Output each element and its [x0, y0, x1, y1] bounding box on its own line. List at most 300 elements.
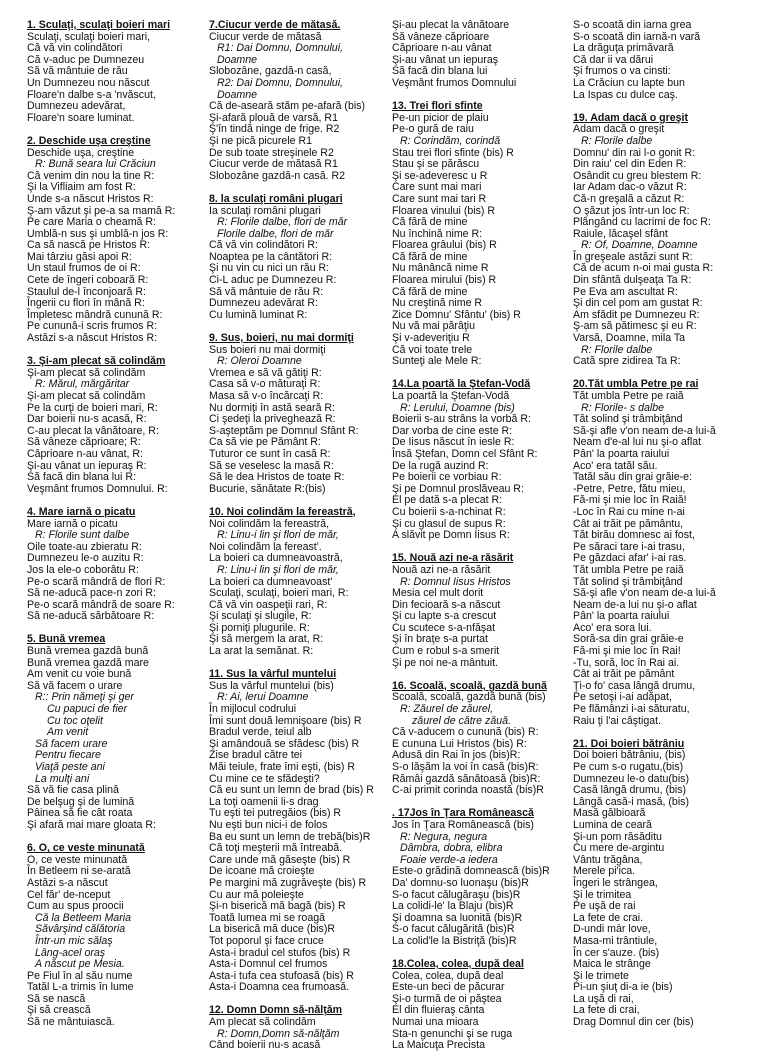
- verse-line: Căprioare n-au vânat, R:: [27, 447, 144, 460]
- carol-title: 21. Doi boieri bătrâniu: [573, 737, 685, 750]
- verse-line: Nu eşti bun nici-i de folos: [209, 818, 328, 831]
- verse-line: Că venim din nou la tine R:: [27, 169, 155, 182]
- verse-line: Că fără de mine: [392, 250, 468, 263]
- verse-line: Asta-i bradul cel stufos (bis) R: [209, 946, 351, 959]
- verse-line: El din fluieraş cânta: [392, 1004, 485, 1017]
- verse-line: La poartă la Ştefan-Vodă: [392, 390, 510, 402]
- verse-line: Asta-i Doamna cea frumoasă.: [209, 981, 350, 994]
- verse-line: La Ispas cu dulce caş.: [573, 88, 678, 101]
- verse-line: Să ne mântuiască.: [27, 1016, 115, 1029]
- verse-line: Că v-aducem o cunună (bis) R:: [392, 726, 539, 739]
- verse-line: Să-şi afle v'on neam de-a lui-ă: [573, 587, 716, 600]
- refrain-line: Cu papuci de fier: [47, 703, 128, 716]
- carol-block: [27, 136, 199, 345]
- verse-line: La Crăciun cu lapte bun: [573, 76, 685, 89]
- refrain-line: R: Domn,Domn să-nălţăm: [217, 1027, 340, 1040]
- verse-line: La boieri ca dumneavoast': [209, 575, 333, 588]
- refrain-line: Să facem urare: [35, 737, 108, 750]
- verse-line: Slobozâne gazdă-n casă. R2: [209, 169, 346, 182]
- verse-line: Şi cu glasul de supus R:: [392, 517, 506, 530]
- refrain-line: Dâmbra, dobra, elibra: [400, 842, 503, 855]
- verse-line: Maica le strânge: [573, 958, 651, 971]
- carol-block: [209, 194, 387, 322]
- verse-line: Că vă vin colindători: [27, 42, 123, 55]
- verse-line: Am venit cu voie bună: [27, 668, 132, 681]
- verse-line: Şi porniţi plugurile. R:: [209, 621, 310, 634]
- verse-line: La arat la semănat. R:: [209, 645, 314, 658]
- verse-line: Noi colindăm la fereastră,: [209, 517, 330, 530]
- refrain-line: A născut pe Mesia.: [35, 958, 125, 971]
- verse-line: Tuturor ce sunt în casă R:: [209, 447, 331, 460]
- carol-title: 12. Domn Domn să-nălţăm: [209, 1004, 343, 1017]
- verse-line: Şi la Vifliaim am fost R:: [27, 181, 136, 194]
- verse-line: Dumnezeu le-o auzitu R:: [27, 552, 144, 565]
- verse-line: Ba eu sunt un lemn de trebă(bis)R: [209, 830, 371, 843]
- verse-line: În cer s'auze. (bis): [573, 946, 660, 959]
- verse-line: Raiule, lăcaşel sfânt: [573, 227, 668, 240]
- verse-line: Domnu' din rai l-o gonit R:: [573, 146, 696, 159]
- carol-title: 15. Nouă azi ne-a răsărit: [392, 552, 514, 565]
- carol-block: [392, 959, 568, 1052]
- carol-title: 7.Ciucur verde de mătasă.: [209, 19, 341, 31]
- verse-line: Tăt solind şi trâmbiţând: [573, 413, 683, 426]
- verse-line: Astăzi s-a născut: [27, 876, 108, 889]
- refrain-line: R: Negura, negura: [400, 830, 488, 843]
- verse-line: Cu scutece s-a-nfăşat: [392, 621, 496, 634]
- verse-line: Din raiu' cel din Eden R:: [573, 158, 687, 171]
- verse-line: Un Dumnezeu nou născut: [27, 76, 150, 89]
- verse-line: Mare iarnă o picatu: [27, 517, 118, 530]
- verse-line: Cel făr' de-nceput: [27, 888, 111, 901]
- carol-block: [392, 681, 568, 797]
- refrain-line: Am venit: [47, 726, 89, 739]
- verse-line: Din sfântă dulşeaţa Ta R:: [573, 274, 692, 287]
- verse-line: Stau trei flori sfinte (bis) R: [392, 146, 514, 159]
- verse-line: De Iisus născut în iesle R:: [392, 436, 515, 449]
- carol-block: [27, 507, 199, 623]
- verse-line: Şi le trimitea: [573, 888, 632, 901]
- verse-line: El pe dată s-a plecat R:: [392, 494, 503, 507]
- refrain-line: R: Florile sunt dalbe: [35, 529, 130, 542]
- verse-line: Sus la vârful muntelui (bis): [209, 679, 334, 692]
- verse-line: Asta-i Domnul cel frumos: [209, 958, 328, 971]
- refrain-line: Că la Betleem Maria: [35, 911, 131, 924]
- verse-line: Neam de-a lui nu şi-o aflat: [573, 598, 697, 611]
- verse-line: Slobozâne, gazdă-n casă,: [209, 65, 332, 78]
- verse-line: Fă-mi şi mie loc în Rai!: [573, 645, 681, 658]
- verse-line: Floare'n dalbe s-a 'nvăscut,: [27, 88, 156, 101]
- verse-line: Pe-o gură de raiu: [392, 123, 474, 136]
- verse-line: Deschide uşa, creştine: [27, 146, 135, 159]
- verse-line: Bucurie, sănătate R:(bis): [209, 482, 326, 495]
- verse-line: Şi-un pom răsăditu: [573, 830, 662, 843]
- verse-line: Dumnezeu adevărat R:: [209, 297, 318, 310]
- verse-line: S-aşteptăm pe Domnul Sfânt R:: [209, 424, 359, 437]
- verse-line: La toţi oamenii li-s drag: [209, 795, 319, 808]
- verse-line: Şi-am plecat să colindăm: [27, 390, 146, 402]
- verse-line: Am plecat să colindăm: [209, 1016, 316, 1029]
- verse-line: S-o facut călugăraşu (bis)R: [392, 888, 521, 901]
- refrain-line: Lâng-acel oraş: [35, 946, 106, 959]
- verse-line: Ţi-o fo' casa lângă drumu,: [573, 679, 696, 692]
- verse-line: Masă gălbioară: [573, 807, 646, 820]
- verse-line: La biserică mă duce (bis)R: [209, 923, 335, 936]
- verse-line: S-o scoată din iarnă-n vară: [573, 30, 701, 43]
- verse-line: Veşmânt frumos Domnului. R:: [27, 482, 168, 495]
- verse-line: Varsă, Doamne, mila Ta: [573, 332, 686, 345]
- verse-line: Şi-am plecat să colindăm: [27, 366, 146, 379]
- carol-title: 3. Şi-am plecat să colindăm: [27, 355, 166, 368]
- verse-line: La drăguţa primăvară: [573, 42, 674, 55]
- verse-line: Nouă azi ne-a răsărit: [392, 563, 491, 576]
- refrain-line: Doamne: [217, 53, 258, 66]
- verse-line: Să vă facem o urare: [27, 679, 123, 692]
- verse-line: De la rugă auzind R:: [392, 459, 489, 472]
- verse-line: Că voi toate trele: [392, 343, 473, 356]
- carol-block: [209, 20, 387, 182]
- verse-line: Că de-aseară stăm pe-afară (bis): [209, 100, 366, 113]
- verse-line: La boieri ca dumneavoastră,: [209, 552, 343, 565]
- verse-line: Să vă fie casa plină: [27, 784, 119, 797]
- verse-line: Să le dea Hristos de toate R:: [209, 471, 345, 484]
- verse-line: În greşeale astăzi sunt R:: [573, 250, 693, 263]
- verse-line: Oile toate-au zbieratu R:: [27, 540, 142, 553]
- verse-line: Rămâi gazdă sănătoasă (bis)R:: [392, 772, 541, 785]
- verse-line: Colea, colea, după deal: [392, 969, 504, 982]
- refrain-line: Viaţă peste ani: [35, 761, 105, 773]
- carol-title: 2. Deschide uşa creştine: [27, 134, 151, 147]
- verse-line: Veşmânt frumos Domnului: [392, 76, 517, 89]
- column-4: [573, 19, 753, 1029]
- carol-title: . 17Jos în Ţara Românească: [392, 807, 534, 820]
- verse-line: Bună vremea gazdă mare: [27, 656, 149, 669]
- verse-line: Şi nu vin cu nici un rău R:: [209, 262, 330, 275]
- verse-line: Şi afară mai mare gloata R:: [27, 818, 156, 831]
- verse-line: Lumina de ceară: [573, 818, 652, 831]
- carol-title: 10. Noi colindăm la fereastră,: [209, 505, 356, 518]
- verse-line: Mesia cel mult dorit: [392, 587, 484, 600]
- verse-line: Cete de îngeri coboară R:: [27, 274, 149, 287]
- verse-line: Lângă casă-i masă, (bis): [573, 795, 689, 808]
- verse-line: Jos în Ţara Românească (bis): [392, 818, 534, 831]
- verse-line: Cu mine ce te sfădeşti?: [209, 772, 320, 785]
- verse-line: Că-n greşală a căzut R:: [573, 192, 685, 205]
- carol-block: [573, 739, 753, 1029]
- verse-line: Şi-au plecat la vânătoare: [392, 19, 510, 31]
- verse-line: Toată lumea mi se roagă: [209, 911, 326, 924]
- verse-line: Ciucur verde de mătasă R1: [209, 158, 338, 171]
- verse-line: Doi boieri bătrâniu, (bis): [573, 749, 686, 762]
- verse-line: Aco' era sora lui.: [573, 621, 652, 634]
- verse-line: De belşug şi de lumină: [27, 795, 135, 808]
- carol-title: 20.Tăt umbla Petre pe rai: [573, 378, 699, 391]
- verse-line: Şi doamna sa luonită (bis)R: [392, 911, 523, 924]
- verse-line: Soră-sa din grai grăie-e: [573, 633, 684, 646]
- verse-line: Adam dacă o greşit: [573, 123, 665, 136]
- verse-line: Tu eşti tei putregăios (bis) R: [209, 807, 342, 820]
- verse-line: Că v-aduc pe Dumnezeu: [27, 53, 145, 66]
- verse-line: Sta-n genunchi şi se ruga: [392, 1027, 513, 1040]
- verse-line: Osândit cu greu blestem R:: [573, 169, 702, 182]
- verse-line: D-undi mār love,: [573, 923, 651, 936]
- carol-block: [392, 379, 568, 541]
- verse-line: Aco' era tatăl său.: [573, 459, 658, 472]
- verse-line: Că fără de mine: [392, 216, 468, 229]
- verse-line: Sculaţi, sculaţi boieri mari,: [27, 30, 151, 43]
- verse-line: Stau şi se părăscu: [392, 158, 480, 171]
- verse-line: Casa să v-o măturaţi R:: [209, 378, 321, 391]
- verse-line: Pe săraci tare i-ai trasu,: [573, 540, 685, 553]
- carol-title: 19. Adam dacă o greşit: [573, 111, 689, 124]
- verse-line: Că vă vin oaspeţii rari, R:: [209, 598, 328, 611]
- verse-line: Tot poporul şi face cruce: [209, 934, 324, 947]
- verse-line: Dumnezeu le-o datu(bis): [573, 772, 689, 785]
- verse-line: Umblă-n sus şi umblă-n jos R:: [27, 227, 169, 240]
- refrain-line: R: Mărul, mărgăritar: [35, 378, 130, 391]
- verse-line: Raiu ţi l'ai câştigat.: [573, 714, 661, 727]
- refrain-line: R: Florile dalbe, flori de măr: [217, 216, 348, 229]
- verse-line: -Petre, Petre, fătu mieu,: [573, 482, 686, 495]
- carol-title: 9. Sus, boieri, nu mai dormiţi: [209, 332, 354, 345]
- refrain-line: R: Bună seara lui Crăciun: [35, 158, 156, 171]
- verse-line: Pi-un şiuţ di-a ie (bis): [573, 981, 673, 994]
- verse-line: La Maicuţa Precista: [392, 1039, 486, 1052]
- verse-line: De icoane mă croieşte: [209, 865, 315, 878]
- verse-line: Îngerii cu flori în mână R:: [27, 297, 145, 310]
- verse-line: Că de acum n-oi mai gusta R:: [573, 262, 714, 275]
- verse-line: La uşă di rai,: [573, 992, 634, 1005]
- refrain-line: R: Zăurel de zăurel,: [400, 703, 494, 716]
- refrain-line: Pentru fiecare: [35, 749, 101, 762]
- verse-line: Pe găzdaci afar' i-ai ras.: [573, 552, 687, 565]
- carol-block: [392, 20, 568, 90]
- verse-line: Să se nască: [27, 992, 86, 1005]
- verse-line: Cât ai trăit pe pământu,: [573, 517, 684, 530]
- verse-line: Cată spre zidirea Ta R:: [573, 355, 681, 368]
- verse-line: Cu boierii s-a-nchinat R:: [392, 505, 506, 518]
- verse-line: Să vă mântuie de rău: [27, 65, 128, 78]
- verse-line: Că eu sunt un lemn de brad (bis) R: [209, 784, 374, 797]
- verse-line: De sub toate streşinele R2: [209, 146, 334, 159]
- refrain-line: Foaie verde-a iedera: [400, 853, 498, 866]
- verse-line: Că toţi meşterii mă întreabă.: [209, 842, 343, 855]
- verse-line: Că fără de mine: [392, 285, 468, 298]
- refrain-line: R1: Dai Domnu, Domnului,: [217, 42, 343, 55]
- verse-line: Îmi sunt două lemnişoare (bis) R: [209, 714, 362, 727]
- verse-line: S-o scoată din iarna grea: [573, 19, 692, 31]
- verse-line: Tatăl său din grai grăie-e:: [573, 471, 692, 484]
- verse-line: Zice Domnu' Sfântu' (bis) R: [392, 308, 521, 321]
- carol-title: 16. Scoală, scoală, gazdă bună: [392, 679, 547, 692]
- verse-line: Cum au spus proocii: [27, 900, 124, 913]
- refrain-line: R:: Prin nămeţi şi ger: [35, 691, 134, 704]
- verse-line: Boierii s-au strâns la vorbă R:: [392, 413, 531, 426]
- carol-block: [27, 20, 199, 124]
- verse-line: Şi pe Domnul proslăveau R:: [392, 482, 524, 495]
- verse-line: În Betleem ni se-arată: [27, 865, 131, 878]
- verse-line: Tăt umbla Petre pe raiă: [573, 563, 684, 576]
- verse-line: Ia sculaţi români plugari: [209, 204, 321, 217]
- verse-line: Pe cum s-o rugatu,(bis): [573, 761, 684, 773]
- carol-block: [209, 1005, 387, 1051]
- verse-line: Ca să nască pe Hristos R:: [27, 239, 151, 252]
- verse-line: Şi-o turmă de oi păştea: [392, 992, 502, 1005]
- refrain-line: R: Florile- s dalbe: [581, 401, 665, 414]
- verse-line: Astăzi s-a născut Hristos R:: [27, 332, 158, 345]
- verse-line: Floarea grâului (bis) R: [392, 239, 497, 252]
- verse-line: Sculaţi, sculaţi, boieri mari, R:: [209, 587, 349, 600]
- refrain-line: R: Corindăm, corindă: [400, 134, 501, 147]
- verse-line: Măi teiule, frate îmi eşti, (bis) R: [209, 761, 355, 773]
- verse-line: Ş'în tindă ninge de frige. R2: [209, 123, 340, 136]
- verse-line: Şi amândouă se sfădesc (bis) R: [209, 737, 360, 750]
- carol-block: [573, 379, 753, 727]
- verse-line: Şi sculaţi şi slugile, R:: [209, 610, 312, 623]
- verse-line: O şăzut jos într-un loc R:: [573, 204, 690, 217]
- refrain-line: R: Florile dalbe: [581, 343, 653, 356]
- carol-title: 13. Trei flori sfinte: [392, 100, 483, 113]
- verse-line: Şi le trimete: [573, 969, 629, 982]
- refrain-line: R: Oleroi Doamne: [217, 355, 302, 368]
- refrain-line: R2: Dai Domnu, Domnului,: [217, 76, 343, 89]
- verse-line: Împletesc mândră cunună R:: [27, 308, 163, 321]
- refrain-line: Într-un mic sălaş: [35, 934, 113, 947]
- verse-line: Şi să crească: [27, 1004, 91, 1017]
- verse-line: A slăvit pe Domn Iisus R:: [392, 529, 510, 542]
- carol-block: [209, 669, 387, 994]
- verse-line: E cununa Lui Hristos (bis) R:: [392, 737, 527, 750]
- verse-line: Asta-i tufa cea stufoasă (bis) R: [209, 969, 354, 982]
- verse-line: Să ne-aducă sărbătoare R:: [27, 610, 155, 623]
- verse-line: Adusă din Rai în jos (bis)R:: [392, 749, 521, 762]
- carol-block: [209, 507, 387, 658]
- carol-title: 18.Colea, colea, după deal: [392, 958, 524, 971]
- verse-line: Şi-au vânat un iepuraş R:: [27, 459, 147, 472]
- verse-line: Neam d'e-al lui nu şi-o aflat: [573, 436, 702, 449]
- verse-line: Şi pe noi ne-a mântuit.: [392, 656, 498, 669]
- verse-line: C-au plecat la vânătoare, R:: [27, 424, 159, 437]
- carol-block: [209, 333, 387, 495]
- verse-line: Staulul de-l înconjoară R:: [27, 285, 146, 298]
- verse-line: Din fecioară s-a născut: [392, 598, 501, 611]
- verse-line: Unde s-a născut Hristos R:: [27, 192, 154, 205]
- verse-line: Mai târziu găsi apoi R:: [27, 250, 132, 263]
- verse-line: La fete de crai.: [573, 911, 644, 924]
- verse-line: Şi-afară plouă de varsă, R1: [209, 111, 338, 124]
- carol-title: 8. la sculaţi români plugari: [209, 192, 343, 205]
- refrain-line: Cu toc oţelit: [47, 714, 103, 727]
- verse-line: Masa să v-o încărcaţi R:: [209, 390, 324, 402]
- verse-line: Să facă din blana lui: [392, 65, 488, 78]
- verse-line: Este-un beci de păcurar: [392, 981, 505, 994]
- verse-line: Floarea vinului (bis) R: [392, 204, 496, 217]
- verse-line: Ciucur verde de mătasă: [209, 30, 322, 43]
- refrain-line: Doamne: [217, 88, 258, 101]
- verse-line: -Loc în Rai cu mine n-ai: [573, 505, 685, 518]
- verse-line: Noi colindăm la fereast'.: [209, 540, 322, 553]
- verse-line: Sunteţi ale Mele R:: [392, 355, 482, 368]
- verse-line: Merele pi'ica.: [573, 865, 636, 878]
- verse-line: Pe Fiul în al său nume: [27, 969, 133, 982]
- verse-line: Pe uşă de rai: [573, 900, 636, 913]
- verse-line: Zise bradul către tei: [209, 749, 303, 762]
- verse-line: Dar vorba de cine este R:: [392, 424, 513, 437]
- carol-block: [573, 20, 753, 101]
- verse-line: Nu creştină nime R: [392, 297, 483, 310]
- verse-line: Ci şedeţi la priveghează R:: [209, 413, 336, 426]
- refrain-line: La mulţi ani: [35, 772, 90, 785]
- verse-line: S-o facut călugărită (bis)R: [392, 923, 515, 936]
- verse-line: Să se veselesc la masă R:: [209, 459, 334, 472]
- carol-block: [392, 553, 568, 669]
- verse-line: Dar boierii nu-s acasă, R:: [27, 413, 147, 426]
- verse-line: Vântu trăgâna,: [573, 853, 643, 866]
- carol-block: [573, 113, 753, 368]
- verse-line: S-o lăşăm la voi în casă (bis)R:: [392, 761, 539, 773]
- verse-line: Pe flămânzi i-ai săturatu,: [573, 703, 690, 716]
- verse-line: Pe boierii ce vorbiau R:: [392, 471, 502, 484]
- verse-line: Pe la curţi de boieri mari, R:: [27, 401, 158, 414]
- carol-block: [392, 101, 568, 368]
- verse-line: La fete di crai,: [573, 1004, 640, 1017]
- verse-line: Bradul verde, teiul alb: [209, 726, 312, 739]
- carol-title: 4. Mare iarnă o picatu: [27, 505, 136, 518]
- verse-line: Sus boieri nu mai dormiţi: [209, 343, 326, 356]
- verse-line: Dumnezeu adevărat,: [27, 100, 126, 113]
- verse-line: Pe margini mă zugrăveşte (bis) R: [209, 876, 367, 889]
- carol-title: 1. Sculaţi, sculaţi boieri mari: [27, 19, 171, 31]
- verse-line: Noaptea pe la cântători R:: [209, 250, 333, 263]
- verse-line: La colidi-le' la Blaju (bis)R: [392, 900, 514, 913]
- verse-line: Să vă mântuie de rău R:: [209, 285, 324, 298]
- verse-line: Drag Domnul din cer (bis): [573, 1016, 694, 1029]
- carol-title: 6. O, ce veste minunată: [27, 842, 145, 855]
- carol-title: 14.La poartă la Ştefan-Vodă: [392, 378, 531, 391]
- verse-line: Tăt solind şi trâmbiţând: [573, 575, 683, 588]
- carol-block: [27, 356, 199, 495]
- verse-line: Cu lumină luminat R:: [209, 308, 308, 321]
- verse-line: Vremea e să vă gătiţi R:: [209, 366, 322, 379]
- refrain-line: R: Florile dalbe: [581, 134, 653, 147]
- verse-line: Scoală, scoală, gazdă bună (bis): [392, 691, 546, 704]
- verse-line: Da' domnu-so luonaşu (bis)R: [392, 876, 529, 889]
- verse-line: Pâinea să fie cât roata: [27, 807, 133, 820]
- verse-line: Nu închină nime R:: [392, 227, 483, 240]
- verse-line: Căprioare n-au vânat: [392, 42, 492, 55]
- verse-line: Este-o grădină domnească (bis)R: [392, 865, 550, 878]
- verse-line: Cum e robul s-a smerit: [392, 645, 500, 658]
- refrain-line: R: Domnul Iisus Hristos: [400, 575, 511, 588]
- verse-line: Cu mere de-argintu: [573, 842, 665, 855]
- carol-title: 11. Sus la vârful muntelui: [209, 668, 337, 681]
- refrain-line: Săvârşind călătoria: [35, 923, 126, 936]
- verse-line: Şi-au vânat un iepuraş: [392, 53, 499, 66]
- verse-line: Floarea mirului (bis) R: [392, 274, 497, 287]
- verse-line: Pe-o scară mândră de flori R:: [27, 575, 166, 588]
- verse-line: Pe-o scară mândră de soare R:: [27, 598, 175, 611]
- verse-line: Numai una mioara: [392, 1016, 479, 1029]
- refrain-line: R: Linu-i lin şi flori de măr,: [217, 563, 339, 576]
- verse-line: Că dar ii va dărui: [573, 53, 654, 66]
- verse-line: O, ce veste minunată: [27, 853, 128, 866]
- verse-line: Pân' la poarta raiului: [573, 447, 670, 460]
- column-1: [27, 19, 199, 1029]
- refrain-line: zăurel de către zăuă.: [412, 714, 511, 727]
- verse-line: Şi în braţe s-a purtat: [392, 633, 488, 646]
- verse-line: Pe Eva am ascultat R:: [573, 285, 678, 298]
- refrain-line: R: Linu-i lin şi flori de măr,: [217, 529, 339, 542]
- verse-line: Floare'n soare luminat.: [27, 111, 135, 124]
